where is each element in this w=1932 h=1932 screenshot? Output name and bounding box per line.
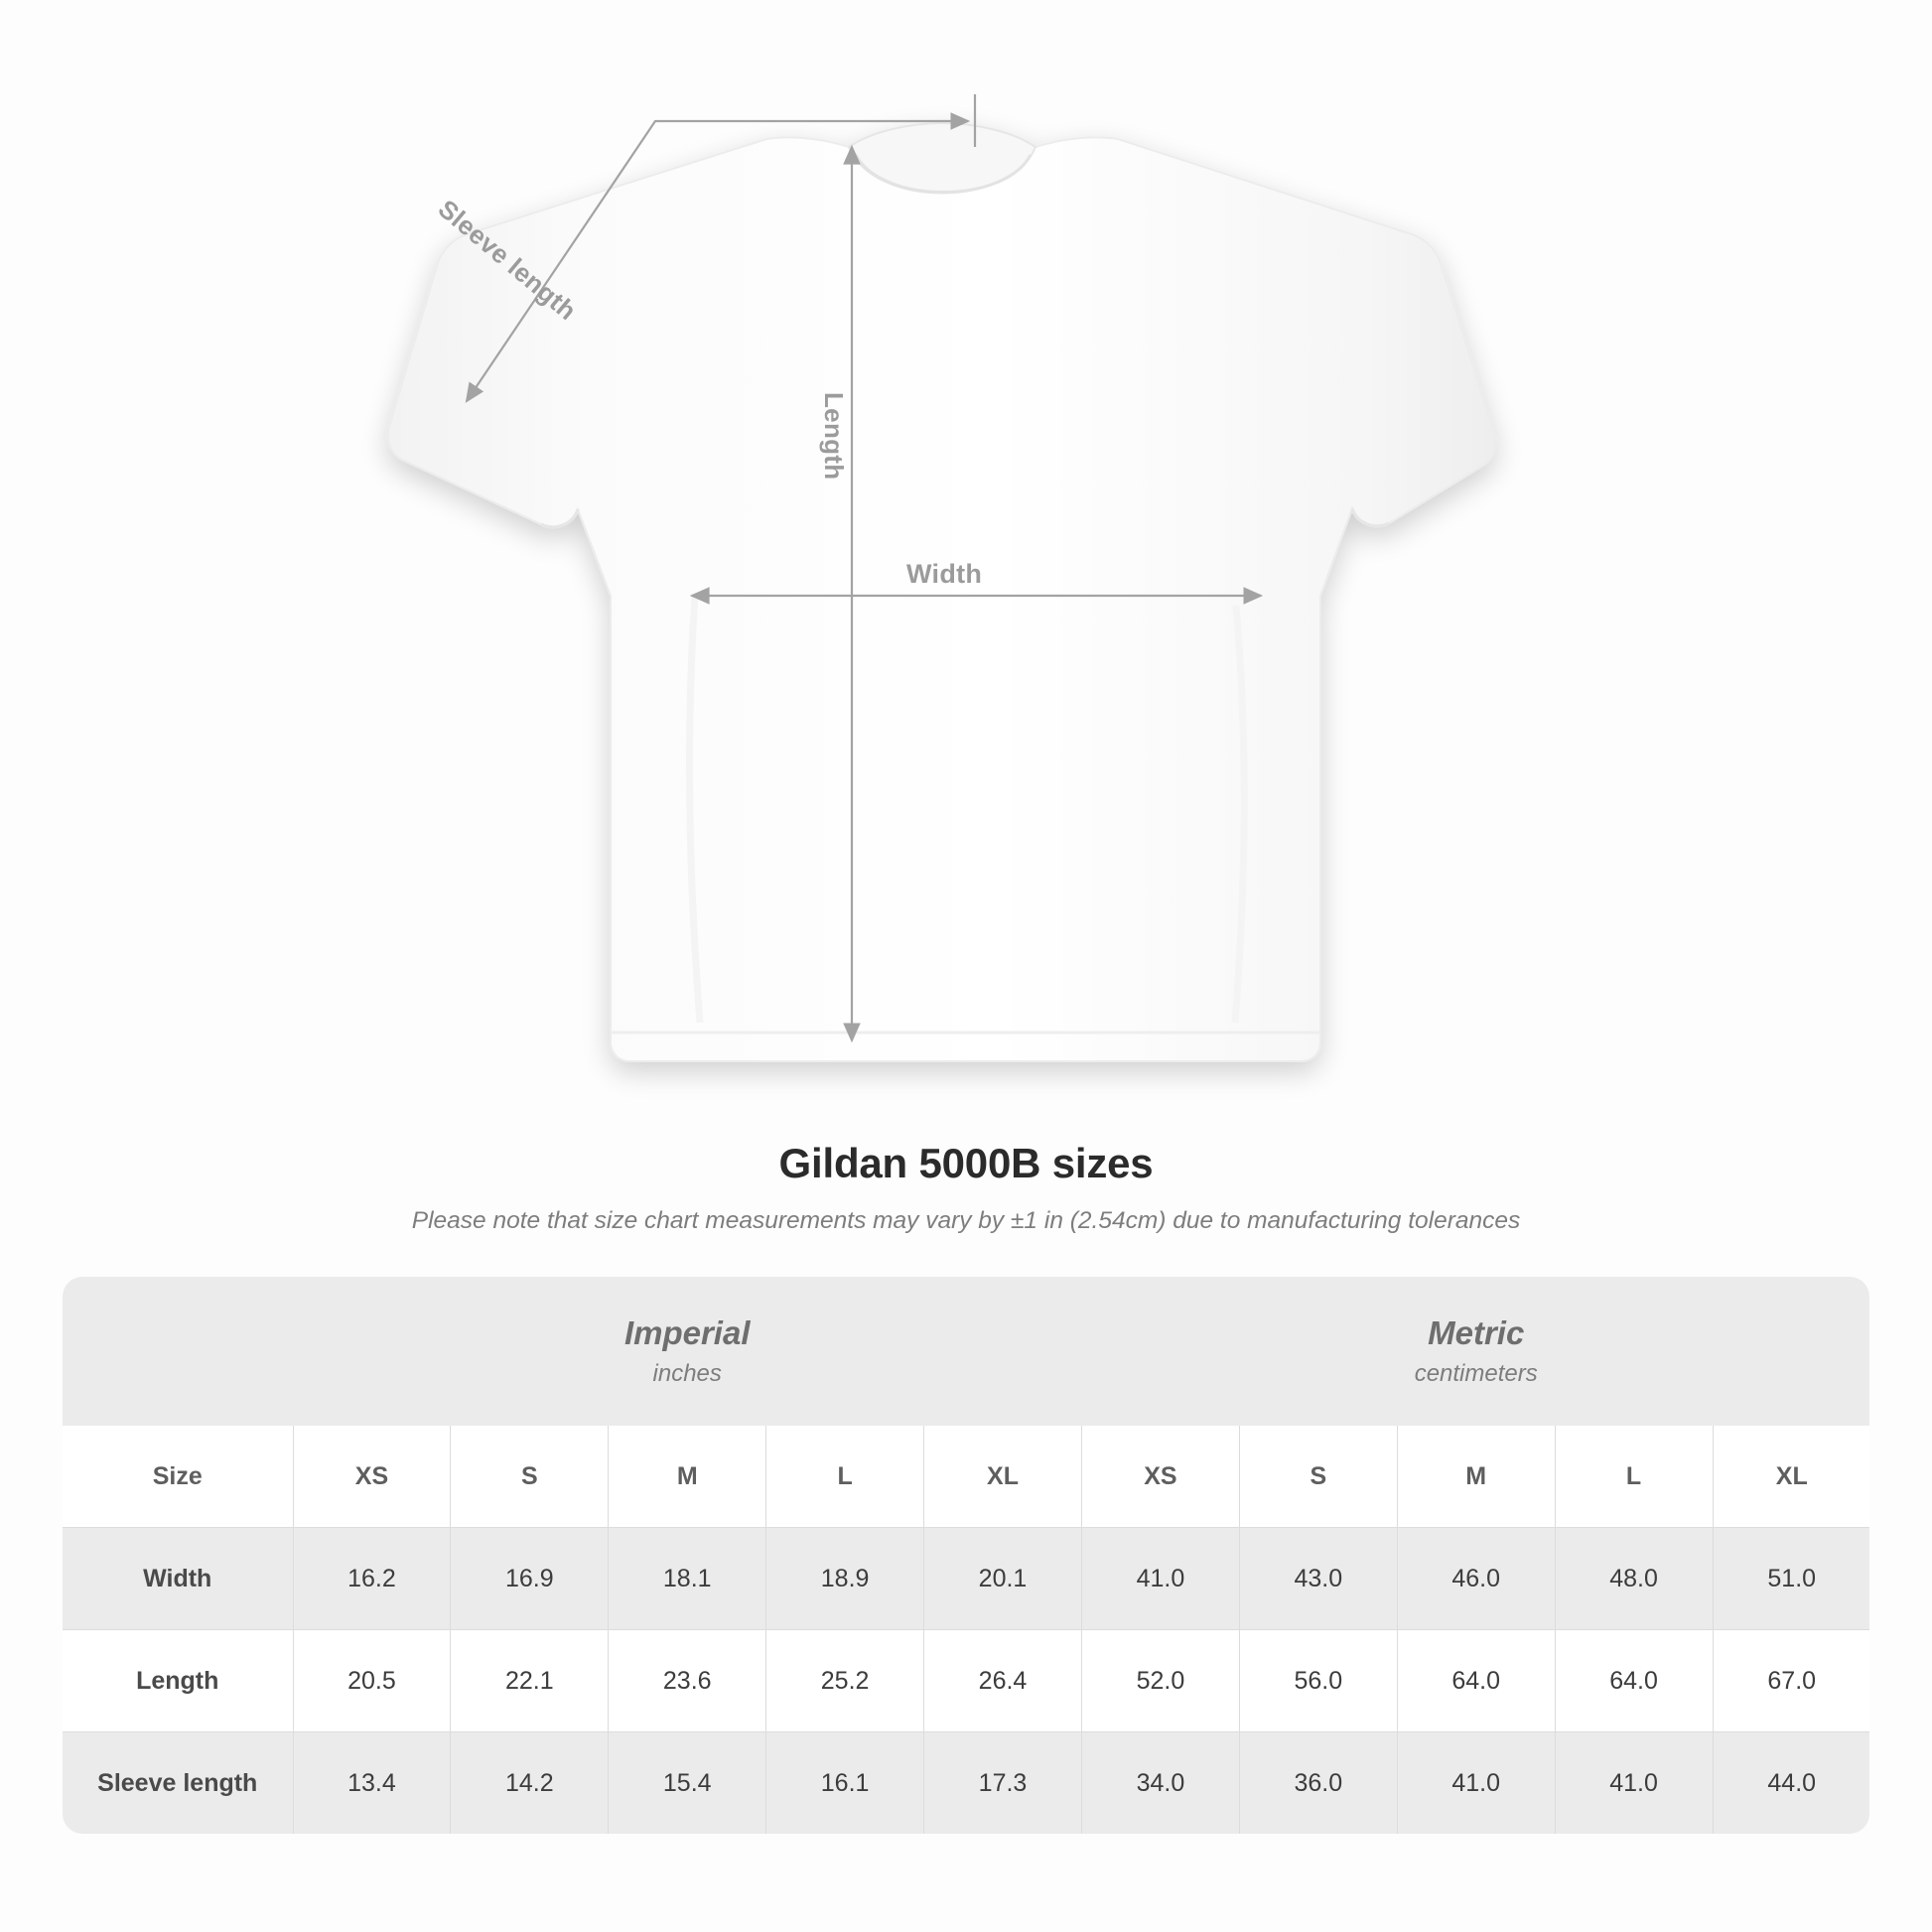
- cell-sleeve-imperial-xs: 13.4: [293, 1732, 451, 1835]
- cell-width-metric-xs: 41.0: [1081, 1528, 1239, 1630]
- unit-group-imperial: [293, 1277, 1081, 1426]
- cell-length-metric-m: 64.0: [1397, 1630, 1555, 1732]
- col-header-metric-xl: XL: [1713, 1426, 1869, 1528]
- cell-sleeve-metric-l: 41.0: [1555, 1732, 1713, 1835]
- col-header-imperial-m: M: [609, 1426, 766, 1528]
- cell-length-metric-s: 56.0: [1239, 1630, 1397, 1732]
- title-block: [0, 1140, 1932, 1235]
- cell-width-metric-s: 43.0: [1239, 1528, 1397, 1630]
- table-row: [63, 1528, 1869, 1630]
- unit-sub-metric: centimeters: [1414, 1359, 1538, 1387]
- row-label-length: Length: [63, 1630, 293, 1732]
- table-row: [63, 1630, 1869, 1732]
- cell-sleeve-imperial-m: 15.4: [609, 1732, 766, 1835]
- cell-length-imperial-xs: 20.5: [293, 1630, 451, 1732]
- col-header-metric-xs: XS: [1081, 1426, 1239, 1528]
- size-table: [63, 1277, 1869, 1834]
- row-label-sleeve-length: Sleeve length: [63, 1732, 293, 1835]
- tolerance-note: Please note that size chart measurements may vary by ±1 in (2.54cm) due to manufacturing tolerances: [411, 1207, 1521, 1234]
- cell-sleeve-imperial-xl: 17.3: [924, 1732, 1082, 1835]
- length-label: Length: [819, 392, 849, 481]
- size-table-wrapper: [63, 1277, 1869, 1834]
- cell-width-imperial-s: 16.9: [451, 1528, 609, 1630]
- cell-length-imperial-m: 23.6: [609, 1630, 766, 1732]
- cell-length-metric-xl: 67.0: [1713, 1630, 1869, 1732]
- cell-width-imperial-l: 18.9: [766, 1528, 924, 1630]
- cell-length-imperial-l: 25.2: [766, 1630, 924, 1732]
- sleeve-length-label: Sleeve length: [432, 194, 583, 327]
- table-row: [63, 1732, 1869, 1835]
- unit-sub-imperial: inches: [652, 1359, 722, 1387]
- col-header-metric-s: S: [1239, 1426, 1397, 1528]
- unit-name-metric: Metric: [1428, 1314, 1525, 1352]
- col-header-imperial-xs: XS: [293, 1426, 451, 1528]
- col-header-metric-l: L: [1555, 1426, 1713, 1528]
- cell-sleeve-metric-xl: 44.0: [1713, 1732, 1869, 1835]
- unit-group-metric: [1081, 1277, 1869, 1426]
- cell-length-metric-l: 64.0: [1555, 1630, 1713, 1732]
- cell-width-imperial-xl: 20.1: [924, 1528, 1082, 1630]
- cell-length-imperial-s: 22.1: [451, 1630, 609, 1732]
- cell-sleeve-imperial-l: 16.1: [766, 1732, 924, 1835]
- size-header-row: [63, 1426, 1869, 1528]
- cell-sleeve-metric-s: 36.0: [1239, 1732, 1397, 1835]
- width-label: Width: [906, 559, 983, 589]
- cell-width-metric-l: 48.0: [1555, 1528, 1713, 1630]
- row-label-width: Width: [63, 1528, 293, 1630]
- unit-name-imperial: Imperial: [623, 1314, 751, 1352]
- unit-header-row: [63, 1277, 1869, 1426]
- tshirt-shape: [388, 123, 1496, 1061]
- cell-sleeve-metric-m: 41.0: [1397, 1732, 1555, 1835]
- col-header-imperial-xl: XL: [924, 1426, 1082, 1528]
- corner-label: Size: [63, 1426, 293, 1528]
- cell-width-imperial-m: 18.1: [609, 1528, 766, 1630]
- col-header-imperial-s: S: [451, 1426, 609, 1528]
- cell-sleeve-imperial-s: 14.2: [451, 1732, 609, 1835]
- cell-width-metric-m: 46.0: [1397, 1528, 1555, 1630]
- col-header-metric-m: M: [1397, 1426, 1555, 1528]
- cell-width-imperial-xs: 16.2: [293, 1528, 451, 1630]
- col-header-imperial-l: L: [766, 1426, 924, 1528]
- unit-header-spacer: [63, 1277, 293, 1426]
- cell-width-metric-xl: 51.0: [1713, 1528, 1869, 1630]
- page-title: Gildan 5000B sizes: [778, 1140, 1154, 1186]
- cell-length-metric-xs: 52.0: [1081, 1630, 1239, 1732]
- cell-sleeve-metric-xs: 34.0: [1081, 1732, 1239, 1835]
- cell-length-imperial-xl: 26.4: [924, 1630, 1082, 1732]
